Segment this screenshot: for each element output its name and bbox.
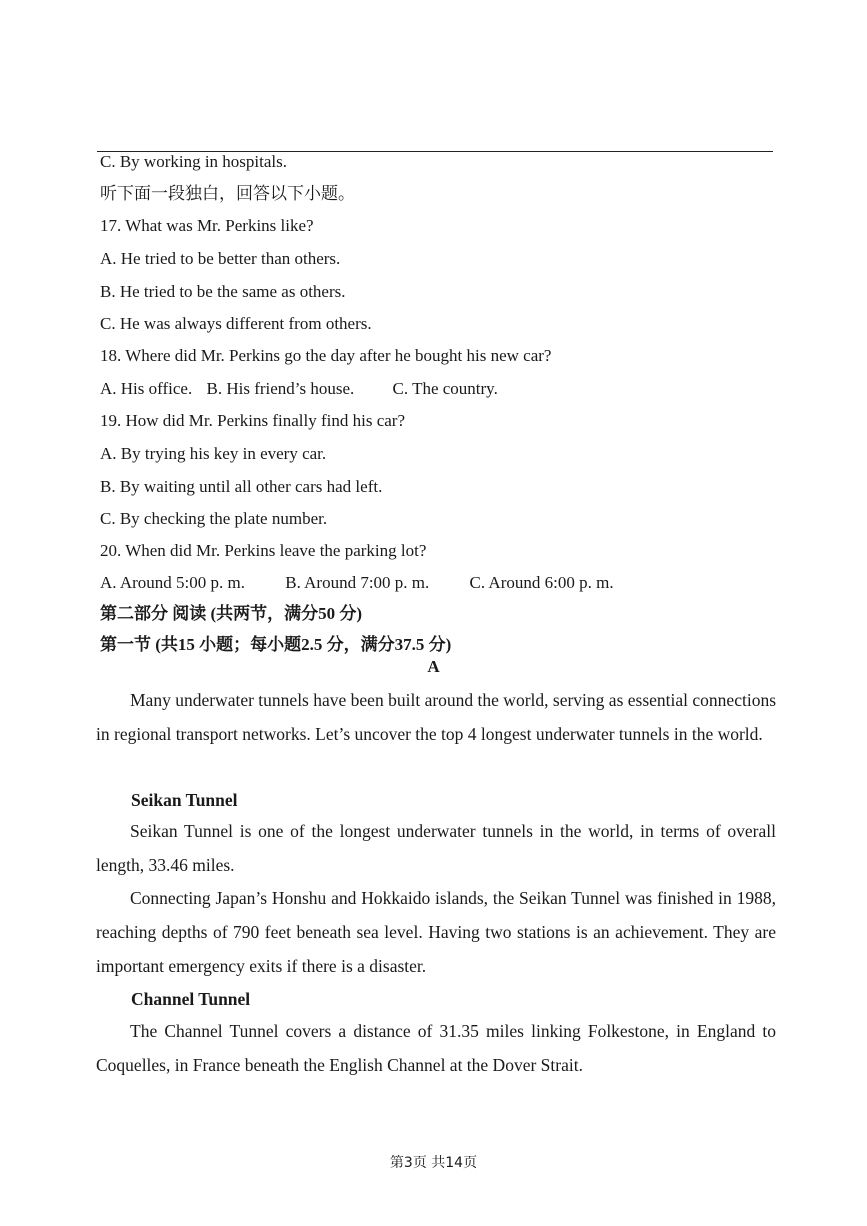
channel-heading: Channel Tunnel	[131, 989, 251, 1009]
q18-option-b[interactable]: B. His friend’s house.	[206, 379, 355, 398]
q17-option-a[interactable]: A. He tried to be better than others.	[100, 249, 341, 268]
monologue-instruction: 听下面一段独白，回答以下小题。	[100, 184, 355, 203]
question-18: 18. Where did Mr. Perkins go the day after he bought his new car?	[100, 346, 552, 365]
question-19: 19. How did Mr. Perkins finally find his car?	[100, 411, 406, 430]
seikan-text-1: Seikan Tunnel is one of the longest underwater tunnels in the world, in terms of overall length, 33.46 miles.	[96, 821, 776, 875]
section1-heading: 第一节 (共15 小题；每小题2.5 分，满分37.5 分)	[100, 635, 452, 654]
q20-option-b[interactable]: B. Around 7:00 p. m.	[285, 573, 430, 592]
question-17: 17. What was Mr. Perkins like?	[100, 216, 314, 235]
seikan-paragraph-2	[96, 881, 776, 983]
q17-option-c[interactable]: C. He was always different from others.	[100, 314, 372, 333]
q19-option-c[interactable]: C. By checking the plate number.	[100, 509, 328, 528]
q20-option-a[interactable]: A. Around 5:00 p. m.	[100, 573, 245, 592]
intro-text: Many underwater tunnels have been built around the world, serving as essential connections in regional transport networks. Let’s uncover the top 4 longest underwater tunnels in the world.	[96, 690, 776, 744]
q17-option-b[interactable]: B. He tried to be the same as others.	[100, 282, 346, 301]
q19-option-b[interactable]: B. By waiting until all other cars had left.	[100, 477, 383, 496]
prev-option-c: C. By working in hospitals.	[100, 152, 288, 171]
passage-label: A	[427, 657, 440, 676]
channel-paragraph-1	[96, 1014, 776, 1082]
page-footer: 第3页 共14页	[389, 1155, 478, 1171]
seikan-text-2: Connecting Japan’s Honshu and Hokkaido islands, the Seikan Tunnel was finished in 1988, reaching depths of 790 feet beneath sea level. Having two stations is an achievement. They are important emergency exits if there is a disaster.	[96, 888, 776, 976]
q19-option-a[interactable]: A. By trying his key in every car.	[100, 444, 327, 463]
channel-text-1: The Channel Tunnel covers a distance of 31.35 miles linking Folkestone, in England to Coquelles, in France beneath the English Channel at the Dover Strait.	[96, 1021, 776, 1075]
q18-option-a[interactable]: A. His office.	[100, 379, 193, 398]
seikan-heading: Seikan Tunnel	[131, 790, 238, 810]
q18-options	[100, 378, 498, 400]
q20-option-c[interactable]: C. Around 6:00 p. m.	[469, 573, 614, 592]
question-20: 20. When did Mr. Perkins leave the parking lot?	[100, 541, 427, 560]
part2-heading: 第二部分 阅读 (共两节，满分50 分)	[100, 604, 363, 623]
q20-options	[100, 572, 614, 594]
intro-paragraph	[96, 683, 776, 751]
seikan-paragraph-1	[96, 814, 776, 882]
q18-option-c[interactable]: C. The country.	[392, 379, 498, 398]
